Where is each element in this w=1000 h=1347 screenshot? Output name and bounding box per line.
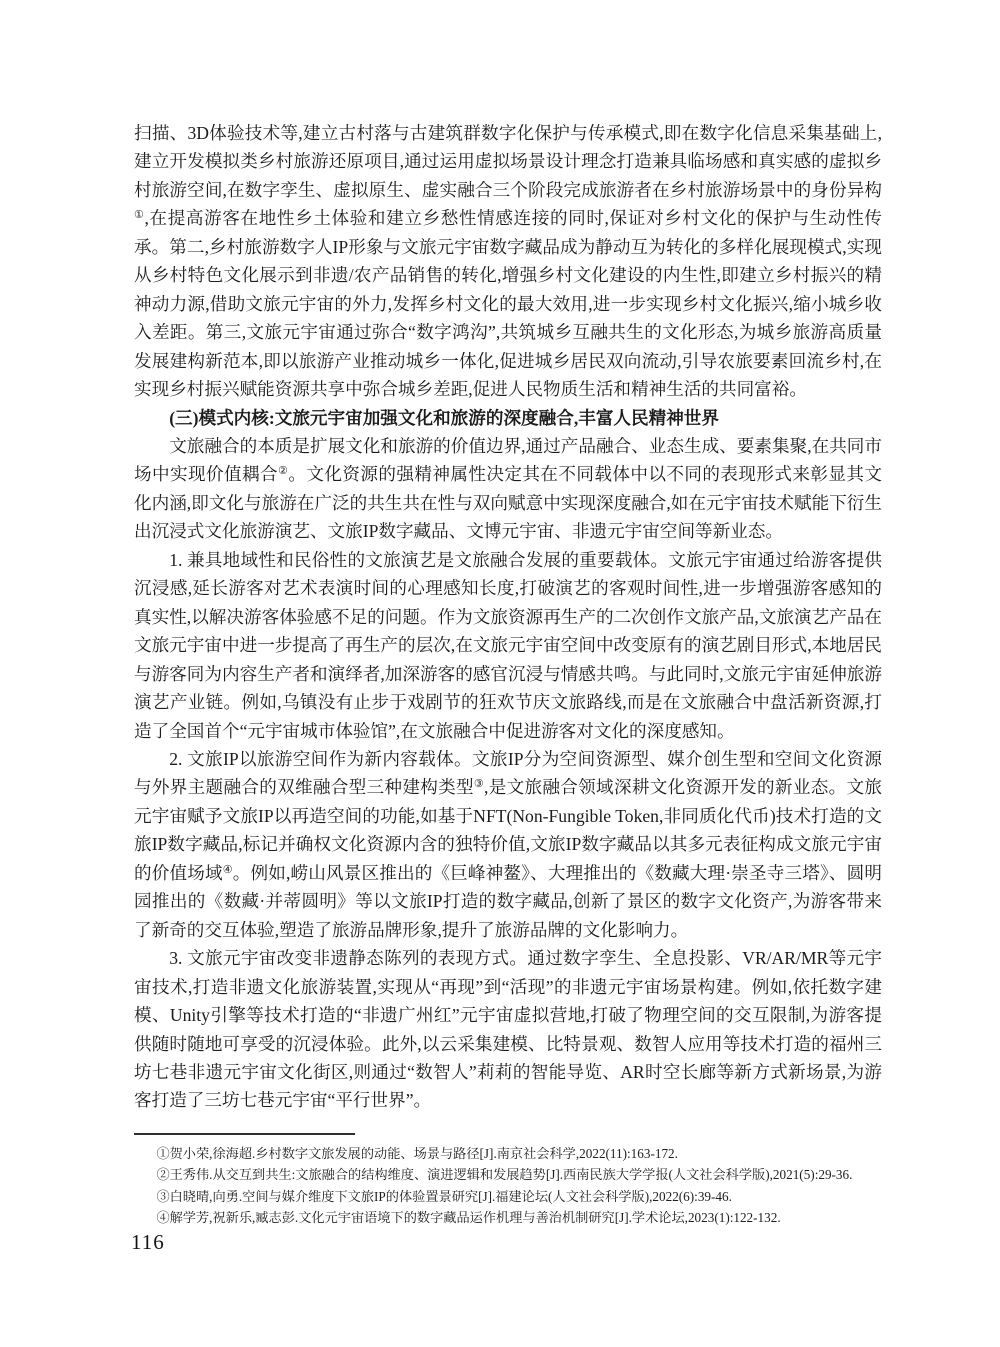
para-point-1 <box>134 546 882 745</box>
text-run: 2. 文旅IP以旅游空间作为新内容载体。文旅IP分为空间资源型、媒介创生型和空间文化资源与外界主题融合的双维融合型三种建构类型 <box>134 748 882 798</box>
text-run: 。例如,崂山风景区推出的《巨峰神鳌》、大理推出的《数藏大理·崇圣寺三塔》、圆明园推出的《数藏·并蒂圆明》等以文旅IP打造的数字藏品,创新了景区的数字文化资产,为游客带来了新奇的交互体验,塑造了旅游品牌形象,提升了旅游品牌的文化影响力。 <box>134 862 882 940</box>
text-run: ,是文旅融合领域深耕文化资源开发的新业态。文旅元宇宙赋予文旅IP以再造空间的功能,如基于NFT(Non-Fungible Token,非同质化代币)技术打造的文旅IP数字藏品,标记并确权文化资源内含的独特价值,文旅IP数字藏品以其多元表征构成文旅元宇宙的价值场域 <box>134 777 882 883</box>
text-run: ,在提高游客在地性乡土体验和建立乡愁性情感连接的同时,保证对乡村文化的保护与生动性传承。第二,乡村旅游数字人IP形象与文旅元宇宙数字藏品成为静动互为转化的多样化展现模式,实现从乡村特色文化展示到非遗/农产品销售的转化,增强乡村文化建设的内生性,即建立乡村振兴的精神动力源,借助文旅元宇宙的外力,发挥乡村文化的最大效用,进一步实现乡村文化振兴,缩小城乡收入差距。第三,文旅元宇宙通过弥合“数字鸿沟”,共筑城乡互融共生的文化形态,为城乡旅游高质量发展建构新范本,即以旅游产业推动城乡一体化,促进城乡居民双向流动,引导农旅要素回流乡村,在实现乡村振兴赋能资源共享中弥合城乡差距,促进人民物质生活和精神生活的共同富裕。 <box>134 208 882 400</box>
footnote-item: ②王秀伟.从交互到共生:文旅融合的结构维度、演进逻辑和发展趋势[J].西南民族大学学报(人文社会科学版),2021(5):29-36. <box>156 1167 853 1183</box>
footnote-ref: ① <box>134 209 145 222</box>
main-text <box>134 119 882 1115</box>
footnote-item: ①贺小荣,徐海超.乡村数字文旅发展的动能、场景与路径[J].南京社会科学,2022(11):163-172. <box>156 1146 678 1161</box>
section-heading <box>134 404 882 432</box>
text-run: 。文化资源的强精神属性决定其在不同载体中以不同的表现形式来彰显其文化内涵,即文化与旅游在广泛的共生共在性与双向赋意中实现深度融合,如在元宇宙技术赋能下衍生出沉浸式文化旅游演艺、文旅IP数字藏品、文博元宇宙、非遗元宇宙空间等新业态。 <box>134 464 882 542</box>
footnote-ref: ③ <box>473 778 485 791</box>
footnote-item: ③白晓晴,向勇.空间与媒介维度下文旅IP的体验置景研究[J].福建论坛(人文社会科学版),2022(6):39-46. <box>156 1188 732 1204</box>
para-continuation <box>134 119 882 404</box>
footnote-ref: ④ <box>222 863 233 876</box>
footnote-divider <box>134 1133 355 1135</box>
text-run: 1. 兼具地域性和民俗性的文旅演艺是文旅融合发展的重要载体。文旅元宇宙通过给游客提供沉浸感,延长游客对艺术表演时间的心理感知长度,打破演艺的客观时间性,进一步增强游客感知的真实性,以解决游客体验感不足的问题。作为文旅资源再生产的二次创作文旅产品,文旅演艺产品在文旅元宇宙中进一步提高了再生产的层次,在文旅元宇宙空间中改变原有的演艺剧目形式,本地居民与游客同为内容生产者和演绎者,加深游客的感官沉浸与情感共鸣。与此同时,文旅元宇宙延伸旅游演艺产业链。例如,乌镇没有止步于戏剧节的狂欢节庆文旅路线,而是在文旅融合中盘活新资源,打造了全国首个“元宇宙城市体验馆”,在文旅融合中促进游客对文化的深度感知。 <box>134 549 882 741</box>
footnotes <box>134 1143 910 1229</box>
text-run: 文旅融合的本质是扩展文化和旅游的价值边界,通过产品融合、业态生成、要素集聚,在共同市场中实现价值耦合 <box>134 435 882 485</box>
para-point-2 <box>134 745 882 944</box>
footnote-item: ④解学芳,祝新乐,臧志彭.文化元宇宙语境下的数字藏品运作机理与善治机制研究[J].学术论坛,2023(1):122-132. <box>156 1210 781 1226</box>
para-point-3 <box>134 944 882 1115</box>
text-run: 扫描、3D体验技术等,建立古村落与古建筑群数字化保护与传承模式,即在数字化信息采集基础上,建立开发模拟类乡村旅游还原项目,通过运用虚拟场景设计理念打造兼具临场感和真实感的虚拟乡村旅游空间,在数字孪生、虚拟原生、虚实融合三个阶段完成旅游者在乡村旅游场景中的身份异构 <box>134 123 882 200</box>
page-number: 116 <box>131 1230 165 1254</box>
para-overview <box>134 432 882 546</box>
text-run: 3. 文旅元宇宙改变非遗静态陈列的表现方式。通过数字孪生、全息投影、VR/AR/MR等元宇宙技术,打造非遗文化旅游装置,实现从“再现”到“活现”的非遗元宇宙场景构建。例如,依托数字建模、Unity引擎等技术打造的“非遗广州红”元宇宙虚拟营地,打破了物理空间的交互限制,为游客提供随时随地可享受的沉浸体验。此外,以云采集建模、比特景观、数智人应用等技术打造的福州三坊七巷非遗元宇宙文化街区,则通过“数智人”莉莉的智能导览、AR时空长廊等新方式新场景,为游客打造了三坊七巷元宇宙“平行世界”。 <box>134 948 882 1111</box>
footnote-ref: ② <box>278 465 289 478</box>
text-run: (三)模式内核:文旅元宇宙加强文化和旅游的深度融合,丰富人民精神世界 <box>169 407 719 428</box>
